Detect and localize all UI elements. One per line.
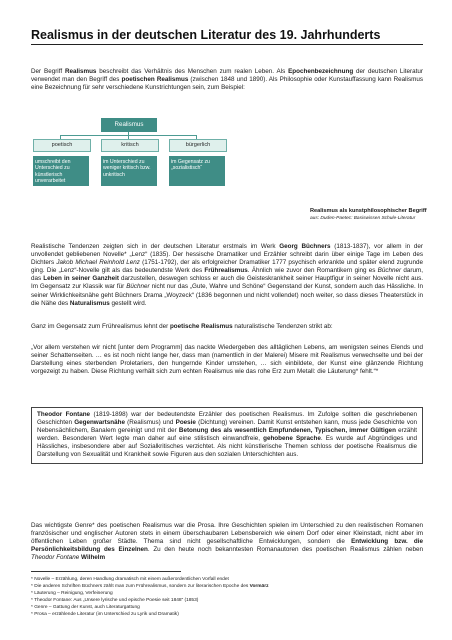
- buechner-paragraph: Realistische Tendenzen zeigten sich in der deutschen Literatur erstmals im Werk Georg Büchners (1813-1837), vor allem in der unvollendet gebliebenen Novelle* „Lenz“ (1835). Der hessische Dramatiker und Erzähler schreibt darin über einige Tage im Leben des Dichters Jakob Michael Reinhold Lenz (1751-1792), der als erfolgreicher Dramatiker 1777 psychisch erkrankte und später elend zugrunde ging. Die „Lenz“-Novelle gilt als das bedeutendste Werk des Frührealismus. Ähnlich wie zuvor den Romantikern ging es Büchner darum, das Leben in seiner Ganzheit darzustellen, deswegen schloss er auch die Geisteskrankheit seiner Hauptfigur in seiner Novelle nicht aus. Im Gegensatz zur Klassik war für Büchner nicht nur das „Gute, Wahre und Schöne“ Gegenstand der Kunst, sondern auch das Hässliche. In seiner Wirklichkeitsnähe geht Büchners Drama „Woyzeck“ (1836 begonnen und nicht vollendet) noch weiter, so dass dieses Theaterstück in die Nähe des Naturalismus gestellt wird.: [31, 243, 424, 307]
- footnote: * Genre – Gattung der Kunst, auch Literaturgattung: [31, 605, 140, 610]
- diagram-root: Realismus: [101, 118, 157, 132]
- footnote: * Die anderen Schriften Büchners zählt man zum Frührealismus, sondern zur literarischen Epoche des Vormärz: [31, 584, 269, 589]
- poetic-realism-intro: Ganz im Gegensatz zum Frührealismus lehnt der poetische Realismus naturalistische Tendenzen strikt ab:: [31, 323, 333, 330]
- diagram-caption: [310, 208, 430, 222]
- diagram-description-buergerlich: im Gegensatz zu „sozialistisch“: [169, 156, 225, 186]
- caption-title: Realismus als kunstphilosophischer Begriff: [310, 208, 427, 214]
- footnote: * Läuterung – Reinigung, Verfeinerung: [31, 591, 113, 596]
- footnote: * Theodor Fontane: Aus „Unsere lyrische und epische Poesie seit 1848“ (1853): [31, 598, 199, 603]
- intro-paragraph: Der Begriff Realismus beschreibt das Verhältnis des Menschen zum realen Leben. Als Epochenbezeichnung der deutschen Literatur verwendet man den Begriff des poetischen Realismus (zwischen 1848 und 1890). Als Philosophie oder Kunstauffassung kann Realismus eine Bezeichnung für sehr verschiedene Kunstrichtungen sein, zum Beispiel:: [31, 68, 424, 92]
- footnote-divider: [31, 571, 181, 572]
- diagram-description-poetisch: umschreibt den Unterschied zu künstlerisch unverarbeitet: [33, 156, 89, 186]
- fontane-quote: „Vor allem verstehen wir nicht [unter dem Programm] das nackte Wiedergeben des alltäglichen Lebens, am wenigsten seines Elends und seiner Schattenseiten. … es ist noch nicht lange her, dass man (namentlich in der Malerei) Misere mit Realismus verwechselte und bei der Darstellung eines sterbenden Proletariers, den hungernde Kinder umstehen, … sich einbildete, der Kunst eine glänzende Richtung vorgezeigt zu haben. Diese Richtung verhält sich zum echten Realismus wie das rohe Erz zum Metall: die Läuterung* fehlt.“*: [31, 344, 423, 376]
- diagram-category-kritisch: kritisch: [101, 139, 159, 152]
- diagram-category-buergerlich: bürgerlich: [169, 139, 227, 152]
- diagram-category-poetisch: poetisch: [33, 139, 91, 152]
- fontane-box: Theodor Fontane (1819-1898) war der bedeutendste Erzähler des poetischen Realismus. Im Zufolge sollten die geschriebenen Geschichten Gegenwartsnähe (Realismus) und Poesie (Dichtung) vereinen. Damit Kunst entstehen kann, muss jede Geschichte von Nebensächlichem, Banalem gereinigt und mit der Betonung des als wesentlich Empfundenen, Typischen, immer Gültigen erzählt werden. Besonderen Wert legte man daher auf eine stilistisch einwandfreie, gehobene Sprache. Es wurde auf Abgründiges und Hässliches, insbesondere aber auf Sozialkritisches verzichtet. Als nicht künstlerische Themen schloss der poetische Realismus die Darstellung von Sexualität und Krankheit sowie Figuren aus den sozialen Unterschichten aus.: [31, 407, 423, 464]
- footnote: * Prosa – erzählende Literatur (im Unterschied zu Lyrik und Dramatik): [31, 612, 179, 617]
- caption-source: aus: Duden-Paetec: Basiswissen Schule-Literatur: [310, 216, 416, 222]
- realism-diagram: [31, 112, 225, 220]
- page-title: Realismus in der deutschen Literatur des 19. Jahrhunderts: [31, 28, 423, 45]
- prose-paragraph: Das wichtigste Genre* des poetischen Realismus war die Prosa. Ihre Geschichten spielen im Unterschied zu den realistischen Romanen französischer und englischer Autoren stets in einem überschaubaren Lebensbereich wie einem Dorf oder einer Kleinstadt, nicht aber im öffentlichen Leben großer Städte. Thema sind nicht gesellschaftliche Entwicklungen, sondern die Entwicklung bzw. die Persönlichkeitsbildung des Einzelnen. Zu den heute noch bekanntesten Romanautoren des poetischen Realismus zählen neben Theodor Fontane Wilhelm: [31, 522, 423, 562]
- footnote: * Novelle – Erzählung, deren Handlung dramatisch mit einem außerordentlichen Vorfall endet: [31, 577, 229, 582]
- diagram-description-kritisch: im Unterschied zu weniger kritisch bzw. unkritisch: [101, 156, 157, 186]
